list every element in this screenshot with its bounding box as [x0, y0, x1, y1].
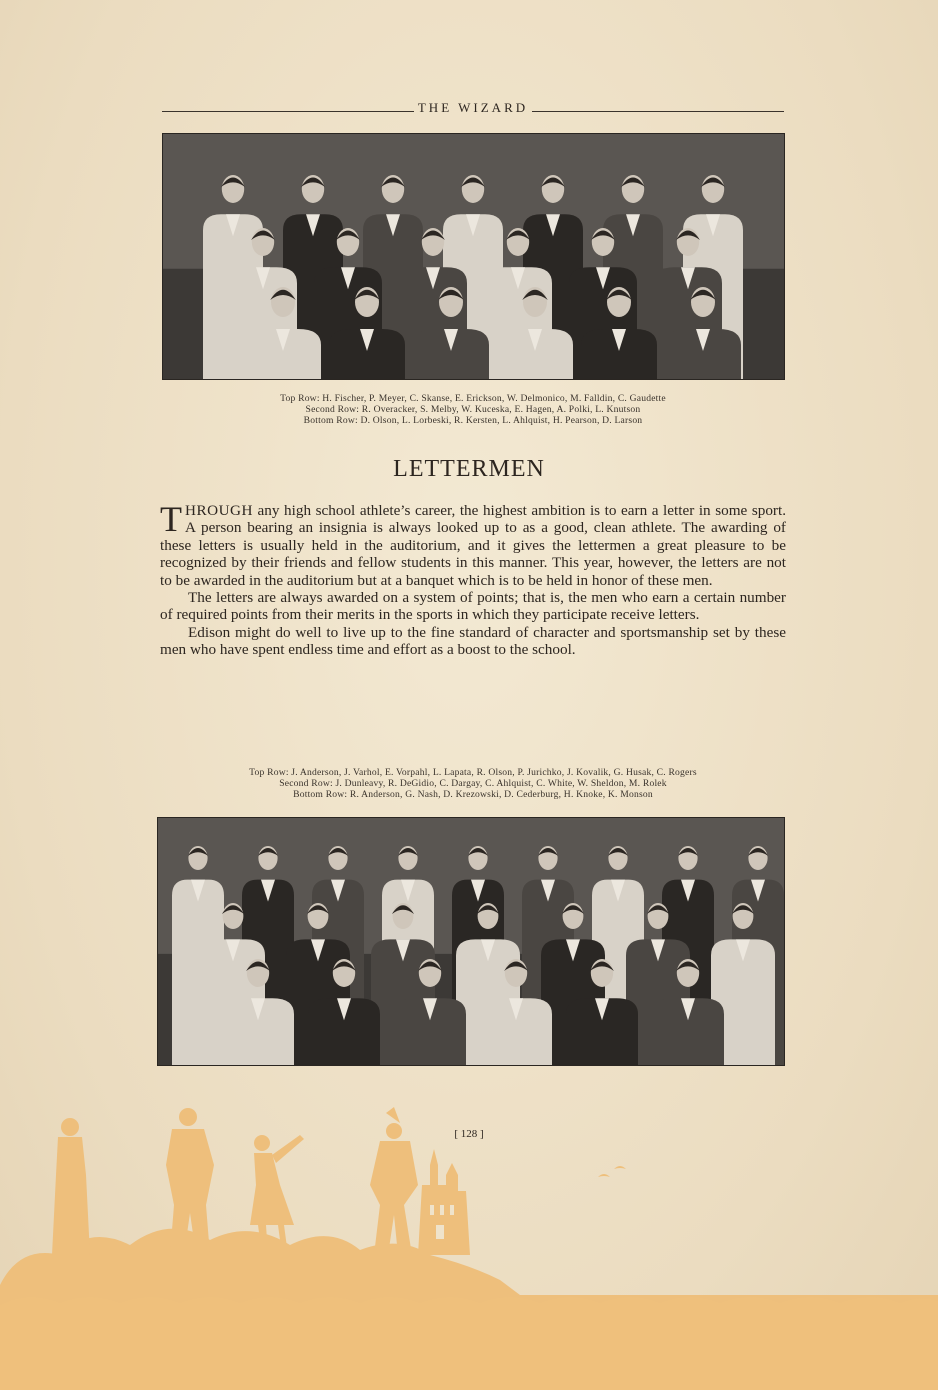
caption-bottom-row: Bottom Row: R. Anderson, G. Nash, D. Krezowski, D. Cederburg, H. Knoke, K. Monson: [293, 789, 653, 801]
page-number: [ 128 ]: [454, 1128, 484, 1140]
running-header: [162, 98, 784, 118]
paragraph-2: The letters are always awarded on a system of points; that is, the men who earn a certain number of required points from their merits in the sports in which they participate receive letters.: [160, 589, 786, 624]
article-body: [160, 499, 786, 659]
header-rule-right: [532, 111, 784, 112]
bottom-photo-caption: [150, 767, 796, 801]
section-title: LETTERMEN: [393, 456, 545, 482]
decorative-border-illustration: [0, 1105, 938, 1390]
drop-cap: T: [160, 499, 182, 539]
paragraph-1: [160, 499, 786, 589]
opening-word: HROUGH: [185, 502, 253, 519]
caption-bottom-row: Bottom Row: D. Olson, L. Lorbeski, R. Kersten, L. Ahlquist, H. Pearson, D. Larson: [303, 415, 643, 427]
header-rule-left: [162, 111, 414, 112]
paragraph-1-text: any high school athlete’s career, the highest ambition is to earn a letter in some sport. A person bearing an insignia is always looked up to as a good, clean athlete. The awarding of these letters is usually held in the auditorium, and it gives the lettermen a great pleasure to be recognized by their friends and fellow students in this manner. This year, however, the letters are not to be awarded in the auditorium but at a banquet which is to be held in honor of these men.: [160, 502, 786, 589]
top-photo-caption: [150, 393, 796, 427]
caption-top-row: Top Row: J. Anderson, J. Varhol, E. Vorpahl, L. Lapata, R. Olson, P. Jurichko, J. Kovalik, G. Husak, C. Rogers: [249, 767, 697, 778]
bottom-group-photo: [158, 818, 784, 1065]
caption-second-row: Second Row: J. Dunleavy, R. DeGidio, C. Dargay, C. Ahlquist, C. White, W. Sheldon, M. Rolek: [279, 778, 667, 790]
top-group-photo: [163, 134, 784, 379]
caption-top-row: Top Row: H. Fischer, P. Meyer, C. Skanse, E. Erickson, W. Delmonico, M. Falldin, C. Gaudette: [280, 393, 666, 404]
header-title: THE WIZARD: [417, 100, 529, 115]
caption-second-row: Second Row: R. Overacker, S. Melby, W. Kuceska, E. Hagen, A. Polki, L. Knutson: [305, 404, 641, 416]
paragraph-3: Edison might do well to live up to the fine standard of character and sportsmanship set by these men who have spent endless time and effort as a boost to the school.: [160, 623, 786, 659]
